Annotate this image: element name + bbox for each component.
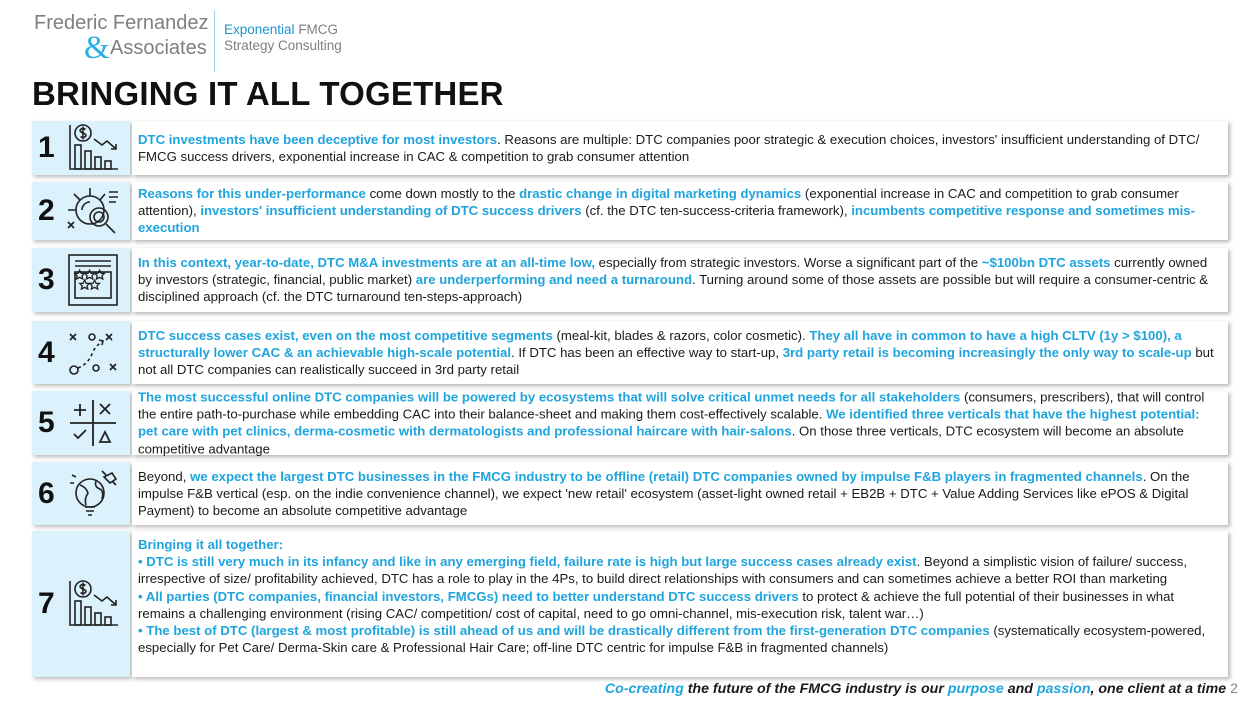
logo-name-line2: Associates (110, 37, 207, 59)
body-text: (consumers, prescribers), that will control the entire path-to-purchase while embedding CAC into their balance-sheet and making them cost-effectively scalable. (138, 389, 1205, 422)
body-text: Beyond, (138, 468, 191, 484)
body-text: . If DTC has been an effective way to start-up, (511, 344, 783, 360)
row-text (138, 468, 1220, 520)
summary-bullet (138, 588, 1220, 622)
takeaway-row-4 (32, 321, 1228, 384)
logo-name-line1: Frederic Fernandez (34, 12, 209, 34)
row-number-panel (32, 121, 130, 175)
body-text: . Beyond a simplistic vision of failure/ success, irrespective of size/ profitability achieved, DTC has a role to play in the 4Ps, to build direct relationships with consumers and can sometimes achieve a better ROI than marketing (138, 554, 1188, 587)
footer-accent-word: passion (1036, 681, 1091, 697)
footer-text: , one client at a time (1090, 681, 1227, 697)
body-text: . Reasons are multiple: DTC companies poor strategic & execution choices, investors' insufficient understanding of DTC/ FMCG success drivers, exponential increase in CAC & competition to grab consumer attention (138, 131, 1200, 164)
footer-accent-word: Co-creating (604, 681, 684, 697)
row-text-panel (132, 531, 1228, 677)
highlight-text: The most successful online DTC companies will be powered by ecosystems that will solve critical unmet needs for all stakeholders (138, 389, 961, 405)
row-number: 3 (38, 263, 55, 296)
stars-report-icon (66, 253, 120, 307)
highlight-text: drastic change in digital marketing dynamics (519, 186, 802, 202)
logo-divider (214, 10, 215, 72)
logo-tagline-line2: Strategy Consulting (224, 38, 342, 53)
row-number-panel (32, 391, 130, 455)
row-number-panel (32, 321, 130, 384)
row-number-panel (32, 182, 130, 240)
footer-accent-word: purpose (947, 681, 1004, 697)
highlight-text: DTC investments have been deceptive for most investors (138, 131, 498, 147)
body-text: . On those three verticals, DTC ecosystem will become an absolute competitive advantage (138, 424, 1184, 457)
takeaway-row-2 (32, 182, 1228, 240)
footer-text: and (1003, 681, 1037, 697)
row-number-panel (32, 531, 130, 677)
row-number: 5 (38, 406, 55, 439)
takeaway-row-1 (32, 121, 1228, 175)
takeaway-row-7 (32, 531, 1228, 677)
body-text: but not all DTC companies can realistically succeed in 3rd party retail (138, 344, 1214, 378)
highlight-text: 3rd party retail is becoming increasingly the only way to scale-up (782, 344, 1192, 360)
logo-tagline (224, 22, 342, 54)
row-number: 2 (38, 194, 55, 227)
page-number: 2 (1230, 681, 1238, 697)
row-number: 6 (38, 476, 55, 510)
highlight-text: • DTC is still very much in its infancy and like in any emerging field, failure rate is high but large success cases already exist (138, 554, 917, 570)
row-number: 4 (38, 335, 55, 369)
highlight-text: Reasons for this under-performance (138, 186, 366, 202)
highlight-text: • All parties (DTC companies, financial investors, FMCGs) need to better understand DTC success drivers (138, 588, 799, 604)
money-chart-icon (66, 572, 120, 636)
highlight-text: investors' insufficient understanding of DTC success drivers (200, 203, 582, 219)
row-text-panel (132, 121, 1228, 175)
body-text: come down mostly to the (365, 186, 520, 202)
logo-ampersand: & (84, 30, 110, 66)
body-text: (cf. the DTC ten-success-criteria framework), (581, 203, 852, 219)
footer-text: the future of the FMCG industry is our (683, 681, 948, 697)
summary-bullet (138, 622, 1220, 656)
row-text-panel (132, 462, 1228, 525)
math-operations-icon (66, 396, 120, 450)
row-text (138, 327, 1220, 379)
highlight-text: incumbents competitive response and sometimes mis-execution (138, 203, 1195, 236)
row-text-panel (132, 391, 1228, 455)
highlight-text: we expect the largest DTC businesses in the FMCG industry to be offline (retail) DTC companies owned by impulse F&B players in fragmented channels (190, 468, 1143, 484)
row-text (138, 185, 1220, 237)
footer-tagline (605, 681, 1238, 697)
row-number: 7 (38, 587, 55, 620)
takeaway-row-6 (32, 462, 1228, 525)
row-text-panel (132, 248, 1228, 312)
row-number-panel (32, 248, 130, 312)
summary-heading (138, 536, 1220, 553)
row-text (138, 254, 1220, 306)
highlight-text: DTC success cases exist, even on the most competitive segments (138, 327, 553, 343)
summary-bullet (138, 553, 1220, 587)
body-text: to protect & achieve the full potential of their businesses in what remains a challenging environment (rising CAC/ competition/ cost of capital, need to go omni-channel, mis-execution risk, talent war…) (138, 588, 1175, 621)
row-text (138, 131, 1220, 165)
logo-wordmark (34, 10, 210, 70)
body-text: . Turning around some of those assets are possible but will require a consumer-centric & disciplined approach (cf. the DTC turnaround ten-steps-approach) (138, 272, 1209, 305)
body-text: (meal-kit, blades & razors, color cosmetic). (552, 327, 810, 343)
body-text: currently owned by investors (strategic, financial, public market) (138, 255, 1208, 288)
highlight-text: ~$100bn DTC assets (981, 255, 1111, 271)
row-number: 1 (38, 131, 55, 164)
money-chart-icon (66, 121, 120, 175)
strategy-play-icon (66, 326, 120, 380)
body-text: especially from strategic investors. Worse a significant part of the (595, 255, 982, 271)
highlight-text: are underperforming and need a turnaround (415, 272, 693, 288)
takeaway-row-3 (32, 248, 1228, 312)
takeaway-row-5 (32, 391, 1228, 455)
globe-idea-icon (66, 467, 120, 521)
row-text-panel (132, 321, 1228, 384)
magnifier-analysis-icon (66, 184, 120, 238)
body-text: (systematically ecosystem-powered, especially for Pet Care/ Derma-Skin care & Professional Hair Care; off-line DTC centric for impulse F&B in fragmented channels) (138, 623, 1206, 656)
page-title: BRINGING IT ALL TOGETHER (32, 75, 504, 112)
highlight-text: Bringing it all together: (138, 537, 284, 552)
highlight-text: They all have in common to have a high CLTV (1y > $100), a structurally lower CAC & an achievable high-scale potential (138, 327, 1182, 360)
highlight-text: In this context, year-to-date, DTC M&A investments are at an all-time low, (138, 255, 596, 271)
row-text (138, 389, 1220, 458)
logo-tagline-rest: FMCG (294, 22, 339, 37)
company-logo (34, 10, 364, 74)
logo-tagline-accent: Exponential (224, 22, 295, 37)
row-text-panel (132, 182, 1228, 240)
highlight-text: We identified three verticals that have the highest potential: pet care with pet clinics, derma-cosmetic with dermatologists and professional haircare with hair-salons (138, 406, 1200, 439)
highlight-text: • The best of DTC (largest & most profitable) is still ahead of us and will be drastically different from the first-generation DTC companies (138, 623, 990, 639)
body-text: . On the impulse F&B vertical (esp. on the indie convenience channel), we expect 'new retail' ecosystem (asset-light owned retail + EB2B + DTC + Value Adding Services like ePOS & Digital Payment) to become an absolute competitive advantage (138, 468, 1190, 519)
body-text: (exponential increase in CAC and competition to grab consumer attention), (138, 186, 1179, 219)
row-number-panel (32, 462, 130, 525)
row-text (138, 536, 1220, 656)
